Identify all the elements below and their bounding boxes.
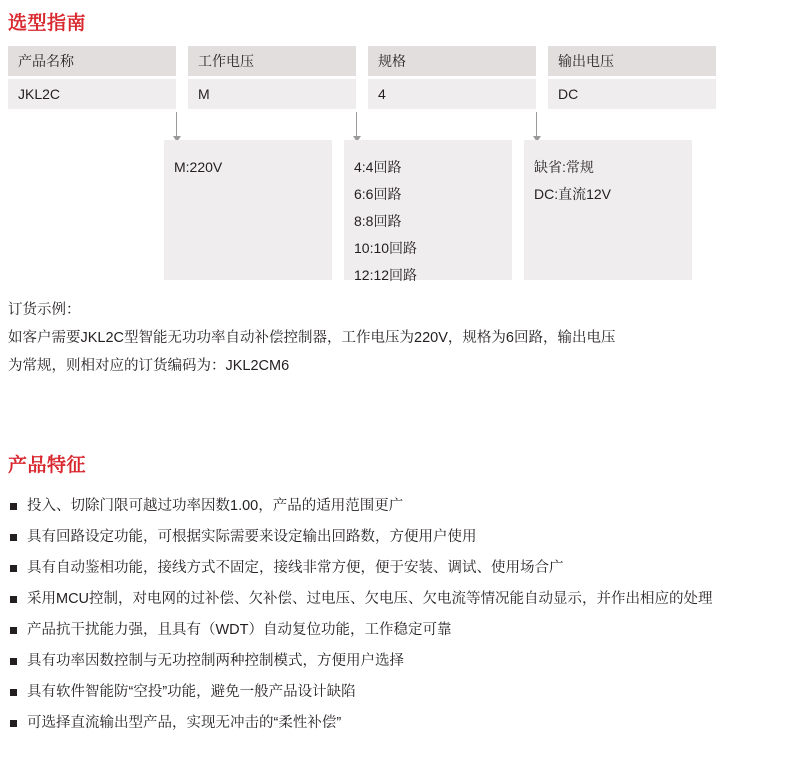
order-example (8, 296, 778, 380)
list-item (8, 523, 778, 552)
list-item (8, 709, 778, 738)
column-header-output-voltage: 输出电压 (548, 46, 716, 76)
value-product-name: JKL2C (8, 79, 176, 109)
detail-line: 10:10回路 (354, 240, 418, 256)
value-working-voltage: M (188, 79, 356, 109)
list-item (8, 554, 778, 583)
list-item (8, 492, 778, 521)
detail-box-specification (344, 140, 512, 283)
detail-box-working-voltage (164, 140, 332, 280)
features-list (8, 492, 778, 740)
arrow-down-icon (536, 112, 537, 136)
detail-line: 6:6回路 (354, 186, 402, 202)
feature-text: 可选择直流输出型产品，实现无冲击的“柔性补偿” (27, 715, 342, 731)
square-bullet-icon (10, 658, 17, 665)
square-bullet-icon (10, 627, 17, 634)
square-bullet-icon (10, 534, 17, 541)
value-specification: 4 (368, 79, 536, 109)
feature-text: 具有回路设定功能，可根据实际需要来设定输出回路数，方便用户使用 (27, 529, 477, 545)
order-example-label: 订货示例： (8, 302, 81, 318)
features-title: 产品特征 (8, 455, 87, 476)
square-bullet-icon (10, 689, 17, 696)
square-bullet-icon (10, 596, 17, 603)
detail-line: 12:12回路 (354, 267, 418, 283)
value-output-voltage: DC (548, 79, 716, 109)
detail-line: 8:8回路 (354, 213, 402, 229)
table-value-row (8, 79, 770, 109)
list-item (8, 647, 778, 676)
order-example-line-1: 如客户需要JKL2C型智能无功功率自动补偿控制器，工作电压为220V，规格为6回路，输出电压 (8, 330, 616, 346)
square-bullet-icon (10, 503, 17, 510)
list-item (8, 585, 778, 614)
arrow-down-icon (356, 112, 357, 136)
list-item (8, 678, 778, 707)
column-header-product-name: 产品名称 (8, 46, 176, 76)
arrow-down-icon (176, 112, 177, 136)
detail-line: M:220V (174, 159, 223, 175)
column-header-specification: 规格 (368, 46, 536, 76)
detail-box-output-voltage (524, 140, 692, 280)
feature-text: 具有自动鉴相功能，接线方式不固定，接线非常方便，便于安装、调试、使用场合广 (27, 560, 564, 576)
feature-text: 具有软件智能防“空投”功能，避免一般产品设计缺陷 (27, 684, 356, 700)
square-bullet-icon (10, 720, 17, 727)
table-header-row (8, 46, 770, 76)
feature-text: 采用MCU控制，对电网的过补偿、欠补偿、过电压、欠电压、欠电流等情况能自动显示，并作出相应的处理 (27, 591, 713, 607)
feature-text: 具有功率因数控制与无功控制两种控制模式，方便用户选择 (27, 653, 404, 669)
feature-text: 产品抗干扰能力强，且具有（WDT）自动复位功能，工作稳定可靠 (27, 622, 452, 638)
order-example-line-2: 为常规，则相对应的订货编码为：JKL2CM6 (8, 358, 290, 374)
feature-text: 投入、切除门限可越过功率因数1.00，产品的适用范围更广 (27, 498, 404, 514)
list-item (8, 616, 778, 645)
arrow-connectors (8, 112, 770, 142)
square-bullet-icon (10, 565, 17, 572)
selection-guide-table (8, 46, 770, 109)
page-title: 选型指南 (8, 13, 87, 34)
detail-line: 缺省:常规 (534, 159, 594, 175)
detail-line: DC:直流12V (534, 186, 612, 202)
column-header-working-voltage: 工作电压 (188, 46, 356, 76)
detail-line: 4:4回路 (354, 159, 402, 175)
